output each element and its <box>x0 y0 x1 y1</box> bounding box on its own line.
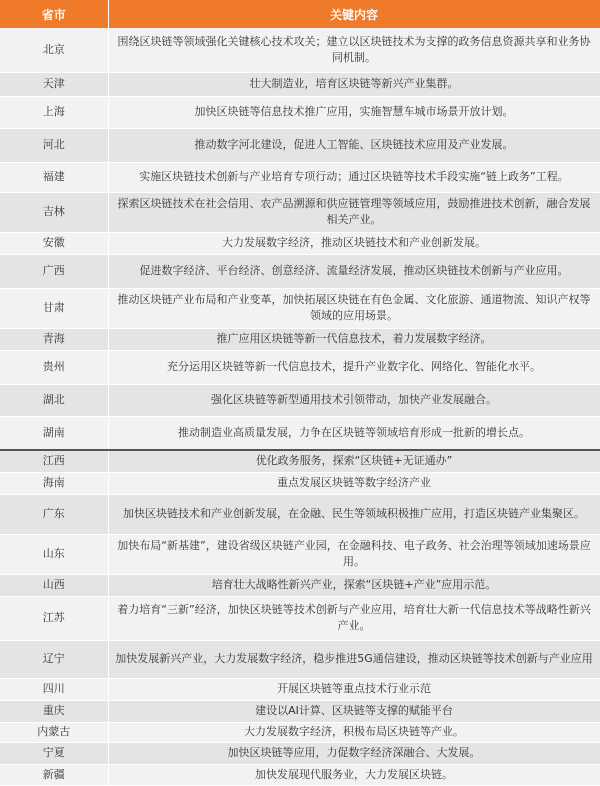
content-cell: 加快区块链技术和产业创新发展，在金融、民生等领域积极推广应用，打造区块链产业集聚区。 <box>108 494 600 534</box>
content-cell: 加快区块链等信息技术推广应用，实施智慧车城市场景开放计划。 <box>108 96 600 128</box>
content-cell: 加快发展新兴产业，大力发展数字经济，稳步推进5G通信建设，推动区块链等技术创新与产业应用 <box>108 640 600 678</box>
table-row <box>0 384 600 416</box>
table-row <box>0 254 600 288</box>
table-row <box>0 472 600 494</box>
table-header-row <box>0 0 600 28</box>
content-cell: 探索区块链技术在社会信用、农产品溯源和供应链管理等领域应用，鼓励推进技术创新，融合发展相关产业。 <box>108 192 600 232</box>
table-row <box>0 722 600 742</box>
table-row <box>0 574 600 596</box>
province-cell: 重庆 <box>0 700 108 722</box>
content-cell: 大力发展数字经济，积极布局区块链等产业。 <box>108 722 600 742</box>
content-cell: 促进数字经济、平台经济、创意经济、流量经济发展，推动区块链技术创新与产业应用。 <box>108 254 600 288</box>
province-cell: 辽宁 <box>0 640 108 678</box>
province-cell: 新疆 <box>0 764 108 785</box>
province-cell: 湖北 <box>0 384 108 416</box>
province-cell: 广东 <box>0 494 108 534</box>
content-cell: 壮大制造业，培育区块链等新兴产业集群。 <box>108 72 600 96</box>
content-cell: 大力发展数字经济，推动区块链技术和产业创新发展。 <box>108 232 600 254</box>
table-row <box>0 162 600 192</box>
table-row <box>0 96 600 128</box>
table-row <box>0 764 600 785</box>
content-cell: 重点发展区块链等数字经济产业 <box>108 472 600 494</box>
province-cell: 海南 <box>0 472 108 494</box>
province-cell: 江西 <box>0 450 108 472</box>
content-cell: 推广应用区块链等新一代信息技术，着力发展数字经济。 <box>108 328 600 350</box>
province-cell: 北京 <box>0 28 108 72</box>
table-row <box>0 416 600 450</box>
table-row <box>0 232 600 254</box>
content-cell: 着力培育“三新”经济，加快区块链等技术创新与产业应用，培育壮大新一代信息技术等战略性新兴产业。 <box>108 596 600 640</box>
table-row <box>0 72 600 96</box>
header-content: 关键内容 <box>108 0 600 28</box>
table-row <box>0 288 600 328</box>
table-body <box>0 28 600 785</box>
table-row <box>0 700 600 722</box>
content-cell: 培育壮大战略性新兴产业，探索“区块链+产业”应用示范。 <box>108 574 600 596</box>
content-cell: 推动数字河北建设，促进人工智能、区块链技术应用及产业发展。 <box>108 128 600 162</box>
province-cell: 天津 <box>0 72 108 96</box>
table-row <box>0 742 600 764</box>
province-cell: 江苏 <box>0 596 108 640</box>
content-cell: 推动制造业高质量发展，力争在区块链等领域培育形成一批新的增长点。 <box>108 416 600 450</box>
content-cell: 加快区块链等应用，力促数字经济深融合、大发展。 <box>108 742 600 764</box>
content-cell: 充分运用区块链等新一代信息技术，提升产业数字化、网络化、智能化水平。 <box>108 350 600 384</box>
table-row <box>0 192 600 232</box>
province-cell: 青海 <box>0 328 108 350</box>
province-cell: 上海 <box>0 96 108 128</box>
province-cell: 山西 <box>0 574 108 596</box>
content-cell: 开展区块链等重点技术行业示范 <box>108 678 600 700</box>
content-cell: 加快发展现代服务业，大力发展区块链。 <box>108 764 600 785</box>
province-cell: 甘肃 <box>0 288 108 328</box>
province-cell: 福建 <box>0 162 108 192</box>
table-row <box>0 640 600 678</box>
content-cell: 强化区块链等新型通用技术引领带动，加快产业发展融合。 <box>108 384 600 416</box>
province-cell: 贵州 <box>0 350 108 384</box>
content-cell: 实施区块链技术创新与产业培育专项行动；通过区块链等技术手段实施“链上政务”工程。 <box>108 162 600 192</box>
province-cell: 湖南 <box>0 416 108 450</box>
province-cell: 宁夏 <box>0 742 108 764</box>
table-row <box>0 350 600 384</box>
table-row <box>0 494 600 534</box>
content-cell: 优化政务服务，探索“区块链+无证通办” <box>108 450 600 472</box>
province-cell: 安徽 <box>0 232 108 254</box>
province-cell: 内蒙古 <box>0 722 108 742</box>
table-row <box>0 328 600 350</box>
table-row <box>0 678 600 700</box>
province-cell: 四川 <box>0 678 108 700</box>
content-cell: 围绕区块链等领域强化关键核心技术攻关；建立以区块链技术为支撑的政务信息资源共享和业务协同机制。 <box>108 28 600 72</box>
header-province: 省市 <box>0 0 108 28</box>
table-row <box>0 128 600 162</box>
province-cell: 河北 <box>0 128 108 162</box>
table-row <box>0 596 600 640</box>
table-row <box>0 28 600 72</box>
province-cell: 山东 <box>0 534 108 574</box>
content-cell: 加快布局“新基建”，建设省级区块链产业园，在金融科技、电子政务、社会治理等领域加速场景应用。 <box>108 534 600 574</box>
province-cell: 广西 <box>0 254 108 288</box>
province-cell: 吉林 <box>0 192 108 232</box>
table-row <box>0 534 600 574</box>
table-row <box>0 450 600 472</box>
content-cell: 推动区块链产业布局和产业变革，加快拓展区块链在有色金属、文化旅游、通道物流、知识产权等领域的应用场景。 <box>108 288 600 328</box>
content-cell: 建设以AI计算、区块链等支撑的赋能平台 <box>108 700 600 722</box>
